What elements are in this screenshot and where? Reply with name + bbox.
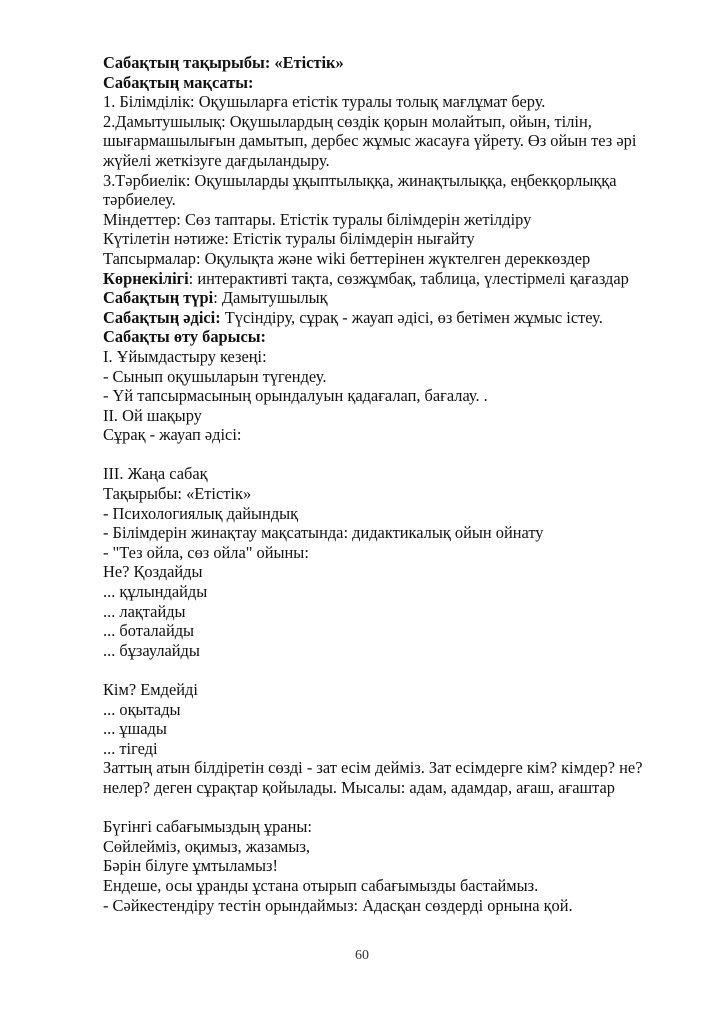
game-line: ... тігеді (103, 738, 158, 758)
stage-line: - Сынып оқушыларын түгендеу. (103, 366, 327, 386)
document-page (103, 53, 693, 915)
lesson-type-line: Сабақтың түрі: Дамытушылық (103, 288, 328, 308)
page-number: 60 (355, 948, 369, 963)
goal-line: 1. Білімділік: Оқушыларға етістік туралы толық мағлұмат беру. (103, 92, 546, 112)
stage-line: - Білімдерін жинақтау мақсатында: дидактикалық ойын ойнату (103, 523, 544, 543)
goal-line: 3.Тәрбиелік: Оқушыларды ұқыптылыққа, жинақтылыққа, еңбекқорлыққа (103, 170, 617, 190)
stage-line: - Үй тапсырмасының орындалуын қадағалап, бағалау. . (103, 386, 488, 406)
stage-line: Сұрақ - жауап әдісі: (103, 425, 242, 445)
explanation-line: Заттың атын білдіретін сөзді - зат есім дейміз. Зат есімдерге кім? кімдер? не? (103, 758, 643, 778)
expected-result-line: Күтілетін нәтиже: Етістік туралы білімдерін нығайту (103, 229, 475, 249)
goal-line: жүйелі жеткізуге дағдыландыру. (103, 150, 330, 170)
game-line: ... құлындайды (103, 582, 208, 602)
visuals-line: Көрнекілігі: интерактивті тақта, сөзжұмбақ, таблица, үлестірмелі қағаздар (103, 268, 629, 288)
tasks-line: Міндеттер: Сөз таптары. Етістік туралы білімдерін жетілдіру (103, 209, 532, 229)
motto-line: - Сәйкестендіру тестін орындаймыз: Адасқан сөздерді орнына қой. (103, 895, 573, 915)
motto-line: Бәрін білуге ұмтыламыз! (103, 856, 278, 876)
lesson-topic: Сабақтың тақырыбы: «Етістік» (103, 53, 344, 72)
game-line: Не? Қоздайды (103, 562, 203, 582)
game-line: ... лақтайды (103, 601, 186, 621)
stage-line: II. Ой шақыру (103, 405, 202, 425)
game-line: ... боталайды (103, 621, 195, 641)
blank-line (103, 445, 693, 465)
lesson-progress-heading: Сабақты өту барысы: (103, 327, 266, 347)
lesson-method-line: Сабақтың әдісі: Түсіндіру, сұрақ - жауап әдісі, өз бетімен жұмыс істеу. (103, 307, 603, 327)
motto-line: Сөйлейміз, оқимыз, жазамыз, (103, 836, 311, 856)
blank-line (103, 660, 693, 680)
game-line: Кім? Емдейді (103, 680, 198, 699)
game-line: ... ұшады (103, 719, 167, 739)
goal-line: 2.Дамытушылық: Оқушылардың сөздік қорын молайтып, ойын, тілін, (103, 111, 592, 131)
stage-line: III. Жаңа сабақ (103, 464, 208, 484)
game-line: ... оқытады (103, 699, 181, 719)
game-line: ... бұзаулайды (103, 640, 200, 660)
stage-line: Тақырыбы: «Етістік» (103, 484, 252, 504)
explanation-line: нелер? деген сұрақтар қойылады. Мысалы: адам, адамдар, ағаш, ағаштар (103, 777, 615, 797)
lesson-goals-heading: Сабақтың мақсаты: (103, 72, 254, 92)
assignments-line: Тапсырмалар: Оқулықта және wiki беттерінен жүктелген дереккөздер (103, 248, 591, 268)
goal-line: шығармашылығын дамытып, дербес жұмыс жасауға үйрету. Өз ойын тез әрі (103, 131, 637, 151)
goal-line: тәрбиелеу. (103, 190, 176, 210)
blank-line (103, 798, 693, 818)
stage-line: - Психологиялық дайындық (103, 503, 299, 523)
motto-line: Ендеше, осы ұранды ұстана отырып сабағымызды бастаймыз. (103, 875, 539, 895)
motto-line: Бүгінгі сабағымыздың ұраны: (103, 817, 312, 837)
stage-line: I. Ұйымдастыру кезеңі: (103, 346, 267, 366)
stage-line: - "Тез ойла, сөз ойла" ойыны: (103, 542, 309, 562)
